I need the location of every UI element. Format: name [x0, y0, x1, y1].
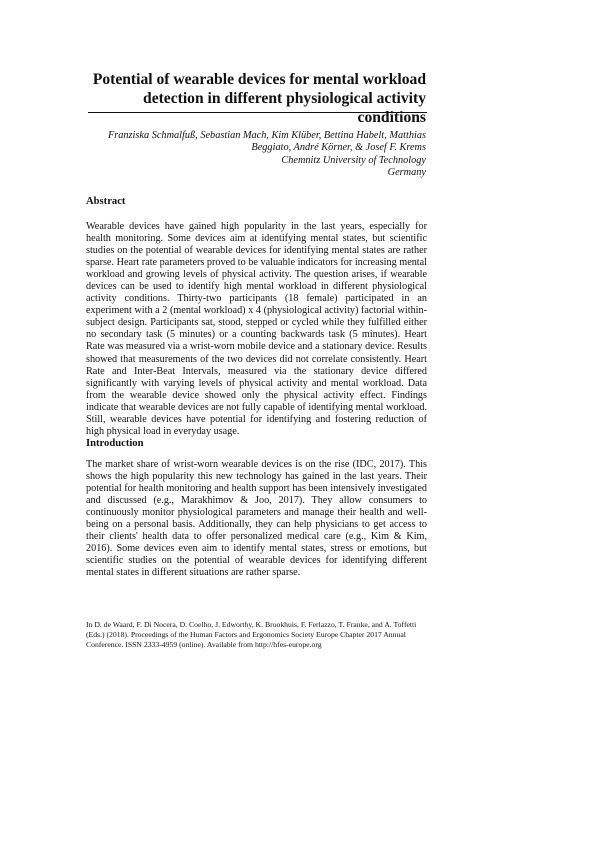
- introduction-heading: Introduction: [86, 438, 144, 449]
- author-block: [90, 130, 426, 179]
- title-divider: [88, 112, 427, 113]
- affiliation: Chemnitz University of Technology: [281, 154, 426, 166]
- introduction-paragraph: The market share of wrist-worn wearable devices is on the rise (IDC, 2017). This shows the high popularity this new technology has gained in the last years. Their potential for health monitoring and health support has been intensively investigated and discussed (e.g., Marakhimov & Joo, 2017). They allow consumers to continuously monitor physiological parameters and manage their health and well-being on a personal basis. Additionally, they can help physicians to get access to their clients' health data to offer personalized medical care (e.g., Kim & Kim, 2016). Some devices even aim to identify mental states, stress or emotions, but scientific studies on the potential of wearable devices for identifying different mental states in different situations are rather sparse.: [86, 459, 427, 579]
- proceedings-footnote: In D. de Waard, F. Di Nocera, D. Coelho, J. Edworthy, K. Brookhuis, F. Ferlazzo, T. Franke, and A. Toffetti (Eds.) (2018). Proceedings of the Human Factors and Ergonomics Society Europe Chapter 2017 Annual Conference. ISSN 2333-4959 (online). Available from http://hfes-europe.org: [86, 620, 417, 649]
- abstract-paragraph: Wearable devices have gained high popularity in the last years, especially for health monitoring. Some devices aim at identifying mental states, but scientific studies on the potential of wearable devices for identifying mental states are rather sparse. Heart rate parameters proved to be valuable indicators for increasing mental workload and growing levels of physical activity. The question arises, if wearable devices can be used to identify high mental workload in different physiological activity conditions. Thirty-two participants (18 female) participated in an experiment with a 2 (mental workload) x 4 (physiological activity) factorial within-subject design. Participants sat, stood, stepped or cycled while they fulfilled either no secondary task (5 minutes) or a counting backwards task (5 minutes). Heart Rate was measured via a wrist-worn mobile device and a stationary device. Results showed that measurements of the two devices did not correlate consistently. Heart Rate and Inter-Beat Intervals, measured via the stationary device differed significantly with varying levels of physical activity and mental workload. Data from the wearable device showed only the physical activity effect. Findings indicate that wearable devices are not fully capable of identifying mental workload. Still, wearable devices have potential for identifying and fostering reduction of high physical load in everyday usage.: [86, 221, 427, 437]
- title-line-2: detection in different physiological activity conditions: [143, 90, 426, 126]
- title-line-1: Potential of wearable devices for mental workload: [92, 71, 426, 88]
- abstract-heading: Abstract: [86, 196, 126, 207]
- paper-title: [90, 70, 426, 127]
- authors-line-2: Beggiato, André Körner, & Josef F. Krems: [251, 142, 426, 154]
- country: Germany: [387, 166, 426, 178]
- authors-line-1: Franziska Schmalfuß, Sebastian Mach, Kim Klüber, Bettina Habelt, Matthias: [107, 130, 426, 141]
